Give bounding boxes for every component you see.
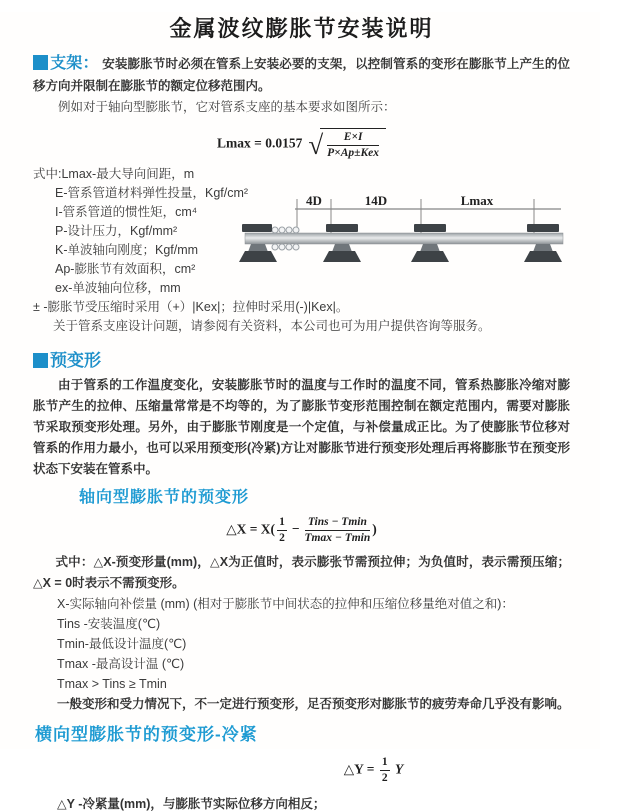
- axial-predeform-heading: 轴向型膨胀节的预变形: [79, 488, 250, 506]
- axial-list-item: Tmin-最低设计温度(℃): [57, 636, 187, 651]
- formula-prefix: △X = X(: [226, 521, 276, 537]
- support-example-line: 例如对于轴向型膨胀节，它对管系支座的基本要求如图所示：: [58, 100, 396, 114]
- formula-denominator: Tmax − Tmin: [304, 531, 371, 544]
- formula-suffix: Y: [394, 761, 404, 777]
- support-notes: [33, 298, 570, 336]
- axial-list-item: X-实际轴向补偿量 (mm) (相对于膨胀节中间状态的拉伸和压缩位移量绝对值之和)：: [57, 596, 514, 611]
- page-title: 金属波纹膨胀节安装说明: [169, 16, 434, 41]
- formula-prefix: Lmax = 0.0157: [217, 135, 303, 151]
- definitions-and-diagram: [33, 165, 570, 298]
- axial-formula-explain: 式中：△X-预变形量(mm)，△X为正值时，表示膨张节需预拉伸；为负值时，表示需预压缩；△X = 0时表示不需预变形。: [33, 554, 570, 590]
- document-page: [0, 12, 600, 811]
- dim-label-lmax: Lmax: [460, 192, 494, 208]
- dim-label-4d: 4D: [306, 192, 322, 208]
- support-section-intro: [33, 53, 570, 97]
- section-square-icon: [33, 55, 48, 70]
- definition-item: E-管系管道材料弹性投量，Kgf/cm²: [55, 185, 249, 200]
- formula-denominator: P×Ap±Kex: [327, 146, 379, 159]
- definition-item: K-单波轴向刚度；Kgf/mm: [55, 242, 199, 257]
- definition-item: I-管系管道的惯性矩，cm⁴: [55, 204, 198, 219]
- consulting-note: 关于管系支座设计问题，请参阅有关资料，本公司也可为用户提供咨询等服务。: [53, 318, 491, 333]
- axial-predeform-formula: △X = X( $\frac{1}{2}$ − $\frac{\text{Tins − Tmin}}{Tmax - Tmin}$ ): [226, 515, 377, 544]
- symbol-definitions: [33, 165, 251, 298]
- formula-suffix: ): [372, 521, 377, 537]
- formula-numerator: Tins − Tmin: [305, 515, 371, 531]
- formula-prefix: △Y =: [343, 761, 375, 777]
- pipe-support-diagram: [245, 193, 597, 293]
- lateral-coldpull-line: △Y -冷紧量(mm)，与膨胀节实际位移方向相反；: [57, 796, 326, 811]
- support-intro-text: 安装膨胀节时必须在管系上安装必要的支架，以控制管系的变形在膨胀节上产生的位移方向并限制在膨胀节的额定位移范围内。: [33, 57, 570, 93]
- axial-list-item: Tins -安装温度(℃): [57, 616, 161, 631]
- lmax-formula: [33, 128, 570, 161]
- axial-fatigue-note: 一般变形和受力情况下，不一定进行预变形，足否预变形对膨胀节的疲劳寿命几乎没有影响。: [57, 696, 570, 711]
- formula-numerator: E×I: [327, 130, 379, 146]
- lateral-predeform-heading: 横向型膨胀节的预变形-冷紧: [35, 724, 258, 744]
- kex-sign-note: ± -膨胀节受压缩时采用（+）|Kex|；拉伸时采用(-)|Kex|。: [33, 299, 349, 314]
- section-square-icon: [33, 353, 48, 368]
- definition-item: P-设计压力，Kgf/mm²: [55, 223, 178, 238]
- axial-variable-list: [33, 594, 570, 714]
- lateral-predeform-formula: △Y = $\frac{1}{2}$ Y: [343, 755, 404, 784]
- minus-operator: −: [291, 521, 300, 537]
- axial-list-item: Tmax -最高设计温 (℃): [57, 656, 185, 671]
- dim-label-14d: 14D: [364, 192, 388, 208]
- definition-item: Ap-膨胀节有效面积，cm²: [55, 261, 196, 276]
- axial-list-item: Tmax > Tins ≥ Tmin: [57, 676, 167, 691]
- predeform-section-heading: 预变形: [33, 346, 570, 371]
- radical-icon: √: [308, 129, 324, 160]
- definition-item: ex-单波轴向位移，mm: [55, 280, 181, 295]
- pipe: [245, 233, 563, 244]
- predeform-body: 由于管系的工作温度变化，安装膨胀节时的温度与工作时的温度不同，管系热膨胀冷缩对膨胀节产生的拉伸、压缩量常常是不均等的，为了膨胀节变形范围控制在额定范围内，需要对膨胀节采取预变形处理。另外，由于膨胀节刚度是一个定值，与补偿量成正比。为了使膨胀节位移对管系的作用力最小，也可以采用预变形(冷紧)方让对膨胀节进行预变形处理后再将膨胀节在预变形状态下安装在管系中。: [33, 377, 570, 476]
- definition-item: 式中:Lmax-最大导向间距，m: [33, 166, 195, 181]
- support-section-heading: 支架：: [50, 55, 99, 72]
